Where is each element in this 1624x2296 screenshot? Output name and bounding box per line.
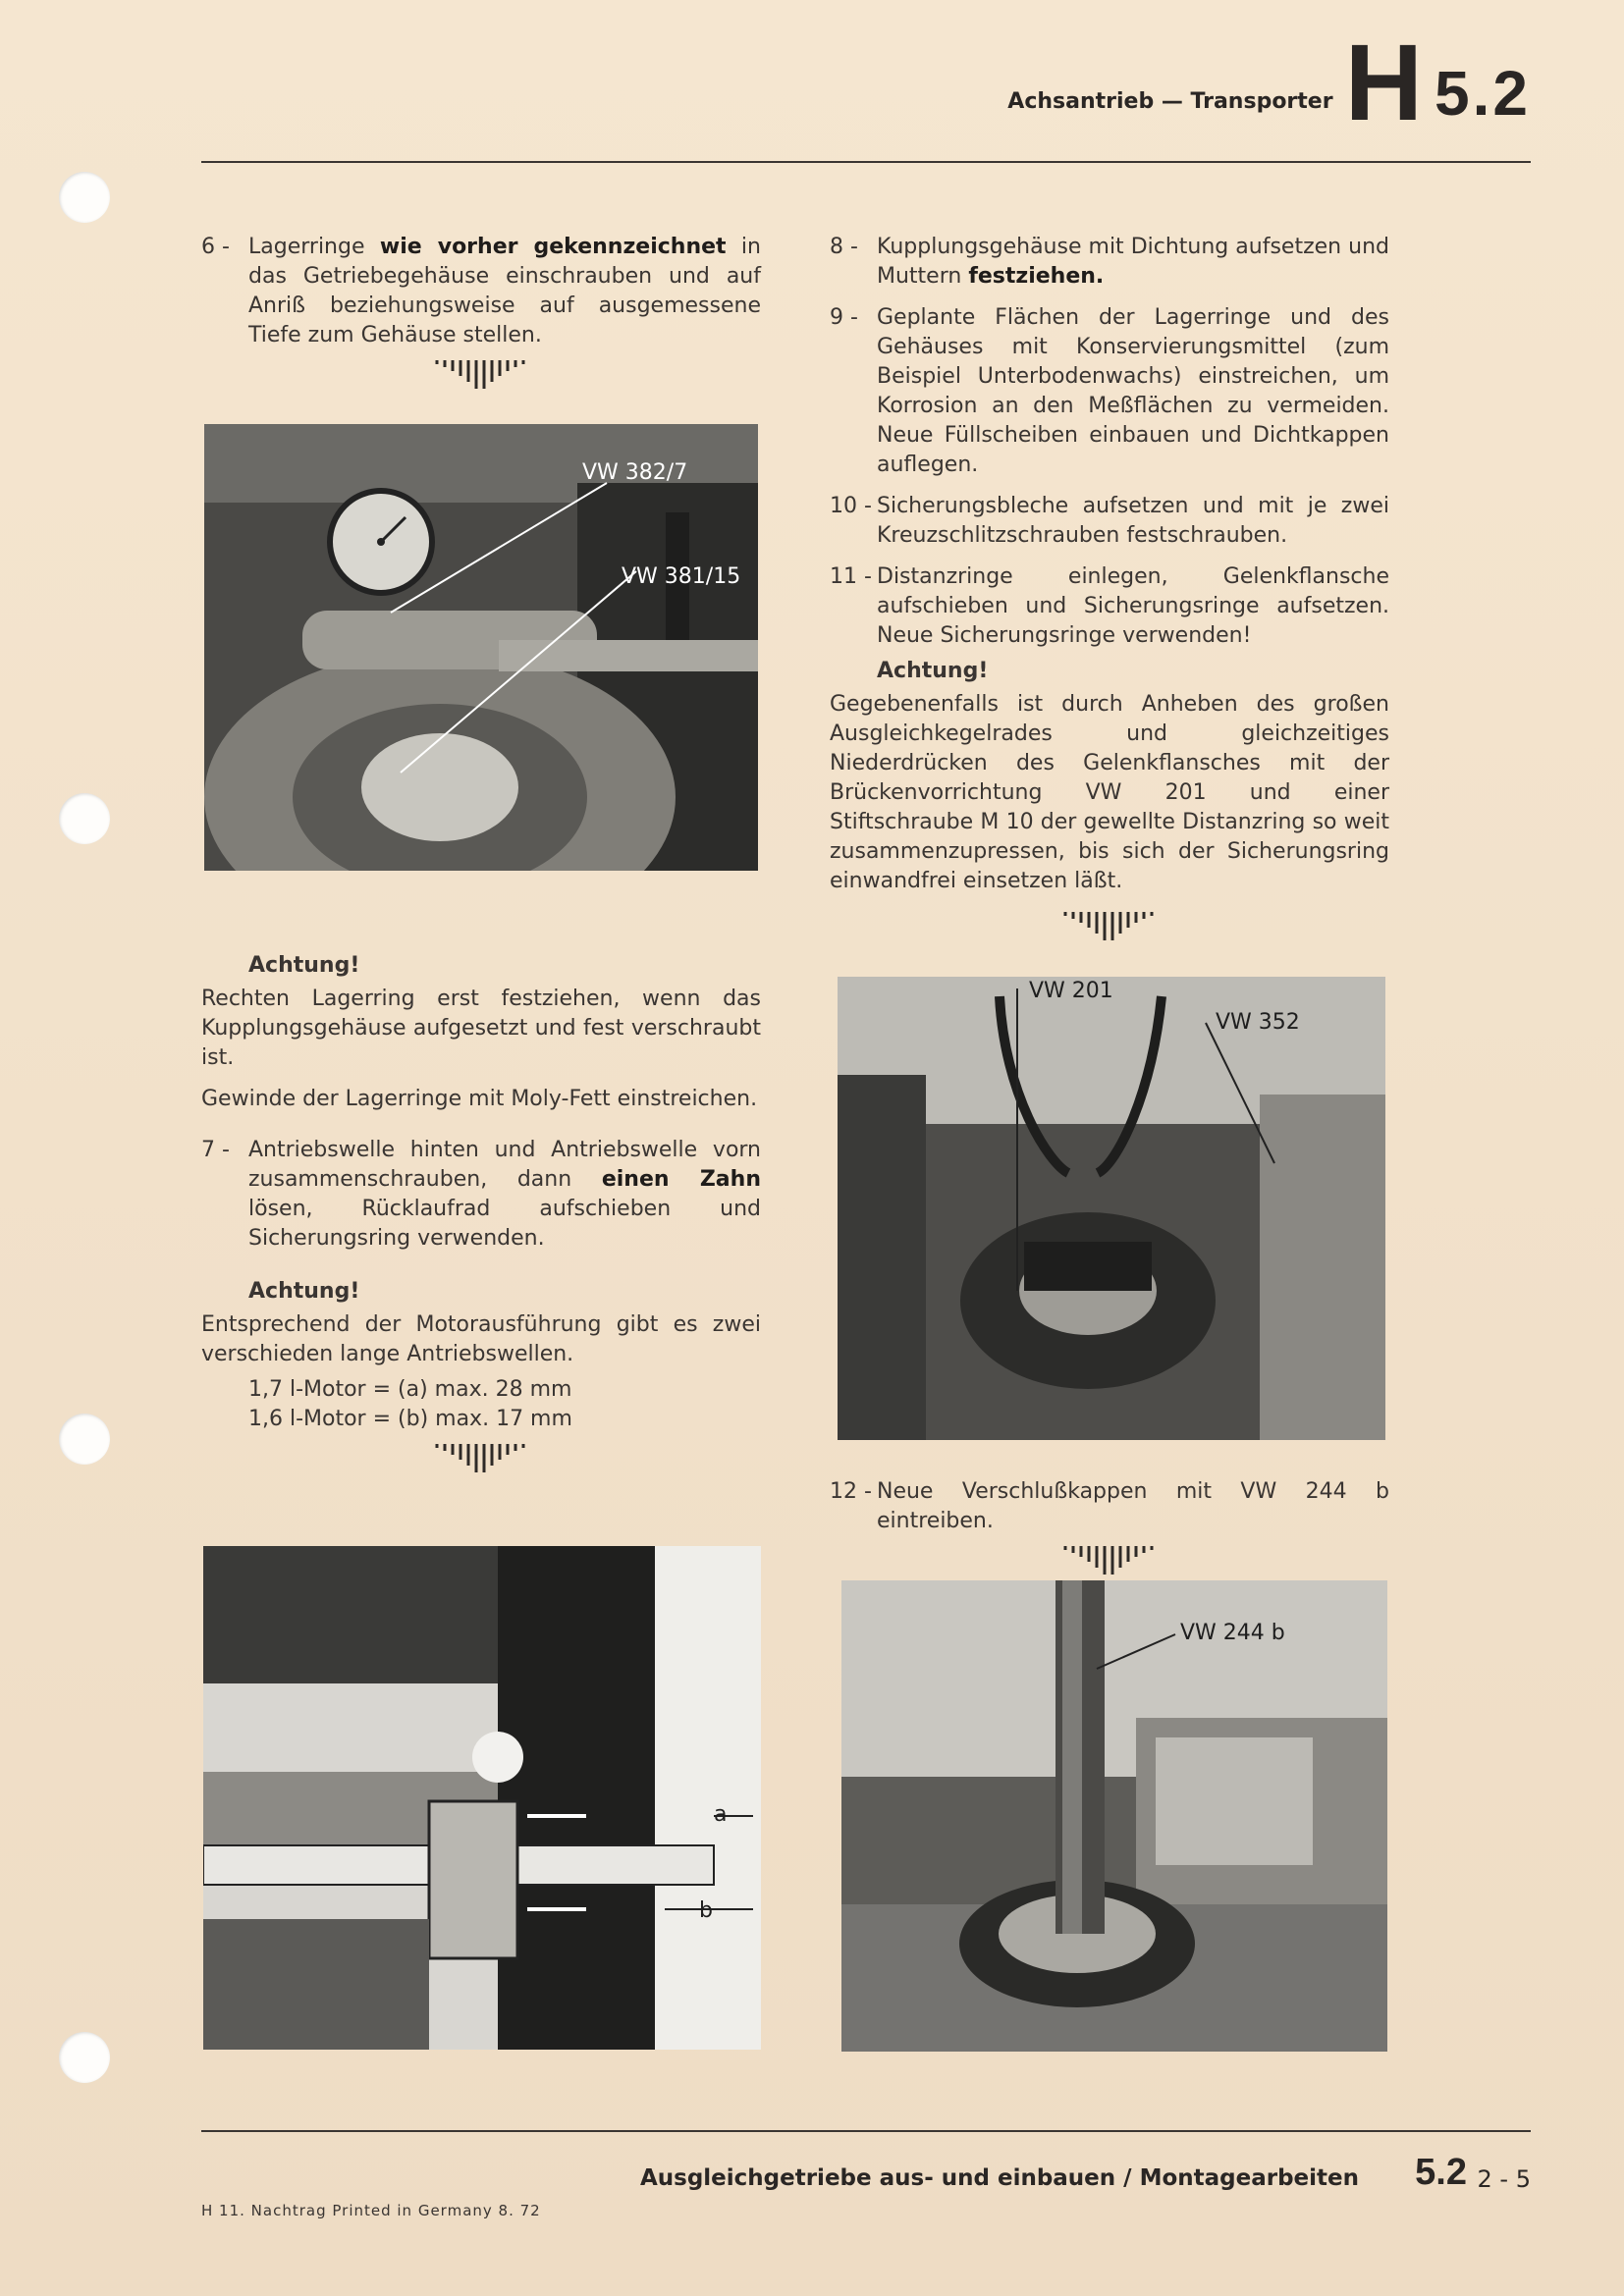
- page-number: 2 - 5: [1477, 2165, 1531, 2193]
- label-vw-244-b: VW 244 b: [1180, 1621, 1285, 1645]
- caution-title: Achtung!: [248, 953, 360, 978]
- step-text: Kupplungsgehäuse mit Dichtung aufsetzen und Muttern festziehen.: [877, 235, 1389, 289]
- caution-title: Achtung!: [877, 659, 989, 683]
- caution-text: Gewinde der Lagerringe mit Moly-Fett einstreichen.: [201, 1087, 758, 1111]
- footer-number: 5.2: [1415, 2152, 1467, 2193]
- caution-text: Gegebenenfalls ist durch Anheben des großen Ausgleichkegelrades und gleichzeitiges Niederdrücken des Gelenkflansches mit der Brückenvorrichtung VW 201 und einer Stiftschraube M 10 der gewellte Distanzring so weit zusammenzupressen, bis sich der Sicherungsring einwandfrei einsetzen läßt.: [830, 692, 1389, 893]
- step-text: Distanzringe einlegen, Gelenkflansche aufschieben und Sicherungsringe aufsetzen. Neue Sicherungsringe verwenden!: [877, 564, 1389, 648]
- left-column: [201, 233, 761, 403]
- header-letter: H: [1344, 23, 1424, 143]
- footer-title: Ausgleichgetriebe aus- und einbauen / Montagearbeiten: [639, 2165, 1359, 2191]
- punch-hole: [59, 1414, 110, 1465]
- footer-rule: [201, 2130, 1531, 2132]
- left-column-lower: [201, 945, 761, 1487]
- step-number: 6 -: [201, 235, 230, 259]
- punch-hole: [59, 2032, 110, 2083]
- step-text: Neue Verschlußkappen mit VW 244 b eintreiben.: [877, 1479, 1389, 1533]
- punch-hole: [59, 793, 110, 844]
- label-vw-201: VW 201: [1029, 979, 1113, 1003]
- down-arrow-icon: [427, 1440, 535, 1477]
- print-info: H 11. Nachtrag Printed in Germany 8. 72: [201, 2202, 541, 2219]
- caution-text: Entsprechend der Motorausführung gibt es zwei verschieden lange Antriebswellen.: [201, 1312, 761, 1366]
- photo-shaft-section: [203, 1546, 761, 2050]
- step-7: [201, 1136, 761, 1254]
- step-text: Antriebswelle hinten und Antriebswelle vorn zusammenschrauben, dann einen Zahn lösen, Rücklaufrad aufschieben und Sicherungsring verwenden.: [248, 1138, 761, 1251]
- page-header: [1007, 23, 1531, 143]
- step-number: 7 -: [201, 1138, 230, 1162]
- step-12: [830, 1477, 1389, 1536]
- step-number: 11 -: [830, 564, 872, 589]
- step-number: 12 -: [830, 1479, 872, 1504]
- step-text: Geplante Flächen der Lagerringe und des Gehäuses mit Konservierungsmittel (zum Beispiel Unterbodenwachs) einstreichen, um Korrosion an den Meßflächen zu vermeiden. Neue Füllscheiben einbauen und Dichtkappen auflegen.: [877, 305, 1389, 477]
- down-arrow-icon: [1056, 908, 1164, 945]
- punch-hole: [59, 172, 110, 223]
- step-6: [201, 233, 761, 350]
- photo-dial-gauge: [204, 424, 758, 871]
- label-vw-382-7: VW 382/7: [582, 460, 688, 485]
- photo-bridge-tool: [838, 977, 1385, 1440]
- step-11: [830, 562, 1389, 651]
- photo-seal-driver: [841, 1580, 1387, 2052]
- step-number: 8 -: [830, 235, 858, 259]
- step-10: [830, 492, 1389, 551]
- step-8: [830, 233, 1389, 292]
- right-column: [830, 233, 1389, 955]
- down-arrow-icon: [427, 356, 535, 394]
- label-vw-352: VW 352: [1216, 1010, 1300, 1035]
- header-title: Achsantrieb — Transporter: [1007, 89, 1333, 114]
- header-number: 5.2: [1435, 58, 1531, 129]
- header-rule: [201, 161, 1531, 163]
- label-b: b: [699, 1898, 713, 1923]
- step-number: 10 -: [830, 494, 872, 518]
- label-vw-381-15: VW 381/15: [622, 564, 741, 589]
- caution-text: Rechten Lagerring erst festziehen, wenn das Kupplungsgehäuse aufgesetzt und fest verschraubt ist.: [201, 987, 761, 1070]
- step-text: Sicherungsbleche aufsetzen und mit je zwei Kreuzschlitzschrauben festschrauben.: [877, 494, 1389, 548]
- step-number: 9 -: [830, 305, 858, 330]
- right-column-lower: [830, 1477, 1389, 1589]
- step-text: Lagerringe wie vorher gekennzeichnet in das Getriebegehäuse einschrauben und auf Anriß beziehungsweise auf ausgemessene Tiefe zum Gehäuse stellen.: [248, 235, 761, 347]
- down-arrow-icon: [1056, 1542, 1164, 1579]
- label-a: a: [714, 1802, 728, 1827]
- motor-spec-a: 1,7 l-Motor = (a) max. 28 mm: [248, 1377, 572, 1402]
- step-9: [830, 303, 1389, 480]
- motor-spec-b: 1,6 l-Motor = (b) max. 17 mm: [248, 1407, 572, 1431]
- caution-title: Achtung!: [248, 1279, 360, 1304]
